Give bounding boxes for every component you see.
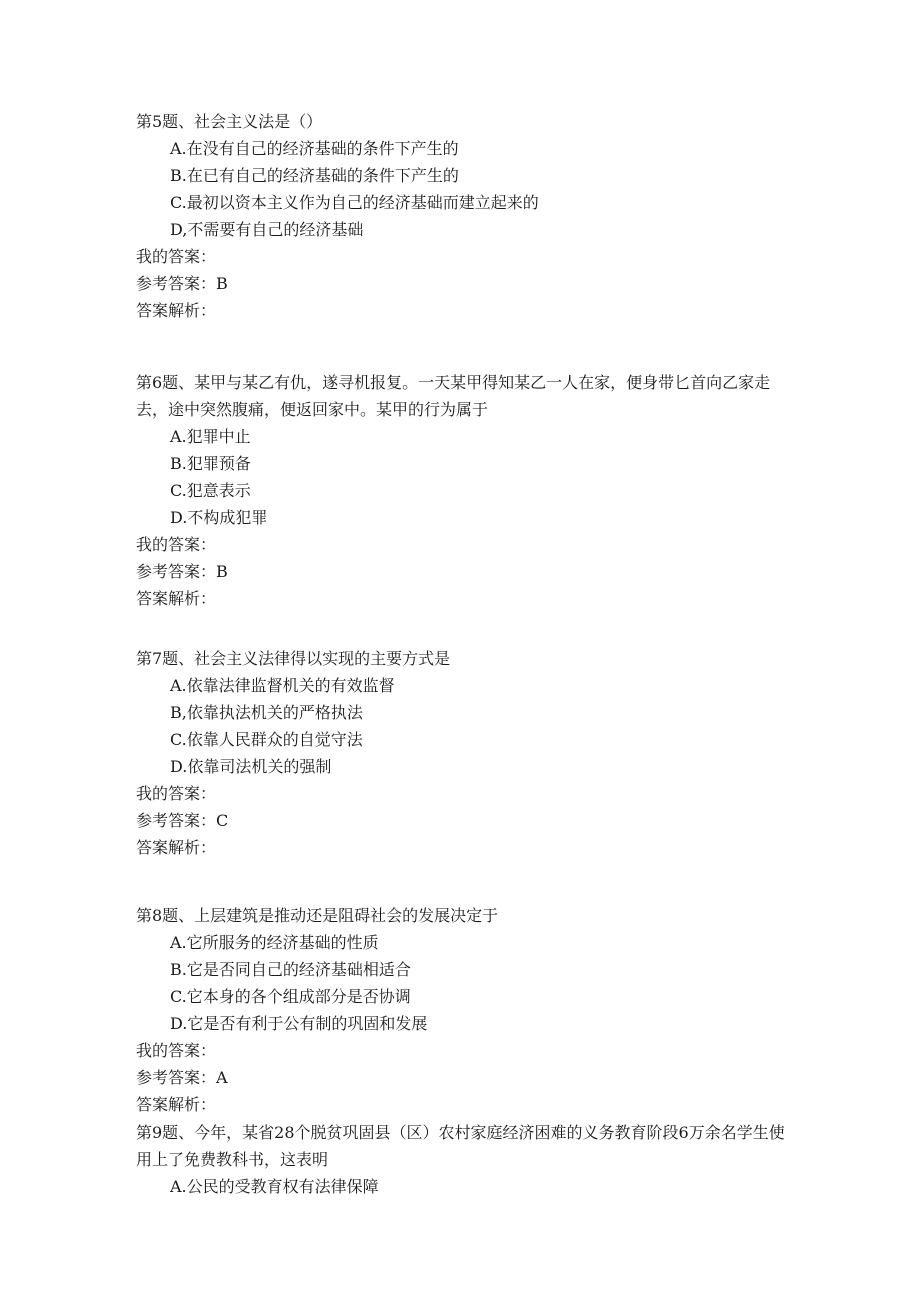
reference-answer — [136, 270, 816, 297]
analysis-label: 答案解析： — [136, 301, 217, 320]
reference-answer — [136, 1064, 816, 1091]
question-8 — [136, 902, 816, 1118]
reference-answer — [136, 558, 816, 585]
reference-answer-label: 参考答案： — [136, 562, 217, 581]
question-5 — [136, 108, 816, 324]
analysis-label: 答案解析： — [136, 1095, 217, 1114]
option-c: C.依靠人民群众的自觉守法 — [170, 730, 363, 749]
my-answer-label: 我的答案： — [136, 1041, 217, 1060]
reference-answer — [136, 807, 816, 834]
question-6 — [136, 369, 816, 612]
reference-answer-value: B — [216, 274, 228, 293]
option-a: A.公民的受教育权有法律保障 — [170, 1177, 379, 1196]
analysis-label: 答案解析： — [136, 838, 217, 857]
option-b: B.它是否同自己的经济基础相适合 — [170, 960, 411, 979]
option-d: D.依靠司法机关的强制 — [170, 757, 332, 776]
option-a: A.犯罪中止 — [170, 427, 251, 446]
my-answer-label: 我的答案： — [136, 247, 217, 266]
question-9 — [136, 1119, 816, 1200]
option-a: A.在没有自己的经济基础的条件下产生的 — [170, 139, 459, 158]
reference-answer-label: 参考答案： — [136, 811, 217, 830]
option-b: B.犯罪预备 — [170, 454, 251, 473]
question-stem: 第6题、某甲与某乙有仇，遂寻机报复。一天某甲得知某乙一人在家，便身带匕首向乙家走去，途中突然腹痛，便返回家中。某甲的行为属于 — [136, 373, 771, 419]
reference-answer-value: A — [216, 1068, 228, 1087]
question-stem: 第8题、上层建筑是推动还是阻碍社会的发展决定于 — [136, 906, 499, 925]
option-d: D.不构成犯罪 — [170, 508, 268, 527]
option-c: C.犯意表示 — [170, 481, 251, 500]
option-b: B.在已有自己的经济基础的条件下产生的 — [170, 166, 459, 185]
option-c: C.最初以资本主义作为自己的经济基础而建立起来的 — [170, 193, 539, 212]
question-7 — [136, 645, 816, 861]
analysis-label: 答案解析： — [136, 589, 217, 608]
question-stem: 第9题、今年，某省28个脱贫巩固县（区）农村家庭经济困难的义务教育阶段6万余名学生使用上了免费教科书，这表明 — [136, 1123, 785, 1169]
option-a: A.它所服务的经济基础的性质 — [170, 933, 379, 952]
question-stem: 第7题、社会主义法律得以实现的主要方式是 — [136, 649, 451, 668]
option-b: B,依靠执法机关的严格执法 — [170, 703, 363, 722]
question-stem: 第5题、社会主义法是（） — [136, 112, 323, 131]
option-c: C.它本身的各个组成部分是否协调 — [170, 987, 411, 1006]
reference-answer-label: 参考答案： — [136, 1068, 217, 1087]
option-d: D,不需要有自己的经济基础 — [170, 220, 364, 239]
option-d: D.它是否有利于公有制的巩固和发展 — [170, 1014, 428, 1033]
reference-answer-value: C — [216, 811, 229, 830]
my-answer-label: 我的答案： — [136, 784, 217, 803]
reference-answer-value: B — [216, 562, 228, 581]
my-answer-label: 我的答案： — [136, 535, 217, 554]
option-a: A.依靠法律监督机关的有效监督 — [170, 676, 395, 695]
reference-answer-label: 参考答案： — [136, 274, 217, 293]
